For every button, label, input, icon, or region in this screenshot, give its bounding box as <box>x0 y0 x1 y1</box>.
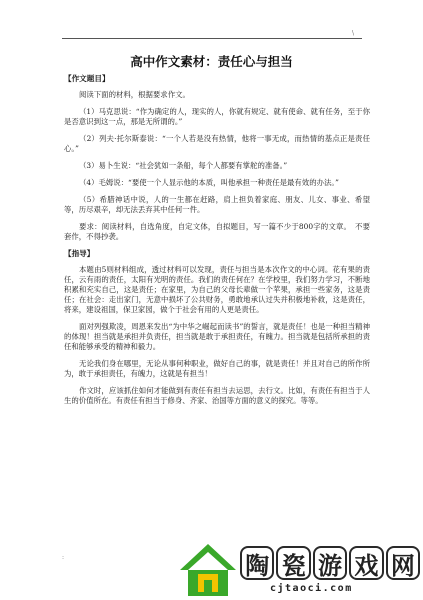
bottom-mark: : <box>62 554 65 561</box>
paragraph: 本题由5则材料组成，透过材料可以发现，责任与担当是本次作文的中心词。花有果的责任，云有雨的责任，太阳有光明的责任。我们的责任何在？在学校里，我们努力学习，不断地积累和充实自己，这是责任；在家里，为自己的父母长辈做一个苹果，承担一些家务，这是责任；在社会：走出家门，无意中损坏了公共财务，勇敢地承认过失并积极地补救，这是责任，将来，建设祖国，保卫家园，做个于社会有用的人更是责任。 <box>64 265 370 314</box>
paragraph: （5）希腊神话中说，人的一生都在赶路，肩上担负着家庭、朋友、儿女、事业、希望等，历尽艰辛，却无法丢弃其中任何一件。 <box>64 195 370 214</box>
document-body <box>64 74 370 413</box>
section-heading: 【指导】 <box>64 249 95 258</box>
paragraph: （4）毛姆说：“要使一个人显示他的本质，叫他承担一种责任是最有效的办法。” <box>79 178 339 187</box>
paragraph: （3）易卜生说：“社会犹如一条船，每个人都要有掌舵的准备。” <box>79 161 288 170</box>
paragraph: 阅读下面的材料，根据要求作文。 <box>79 90 190 99</box>
brand-char: 网 <box>386 546 420 580</box>
paragraph: （2）列夫·托尔斯泰说：“一个人若是没有热情，他将一事无成，而热情的基点正是责任心。” <box>64 134 370 153</box>
paragraph: 作文时，应该抓住如何才能做到有责任有担当去运思，去行文。比如，有责任有担当于人生的价值所在。有责任有担当于修身、齐家、治国等方面的意义的探究。等等。 <box>64 386 370 405</box>
section-heading: 【作文题目】 <box>64 74 110 83</box>
house-icon <box>178 542 238 598</box>
header-rule <box>62 38 362 39</box>
paragraph: 面对列强欺凌，周恩来发出“为中华之崛起而读书”的誓言，就是责任！也是一种担当精神的体现！担当就是承担并负责任，担当就是敢于承担责任，有魄力。担当就是包括所承担的责任和能够承受的精神和毅力。 <box>64 322 370 351</box>
site-logo <box>178 540 423 600</box>
brand-char: 瓷 <box>276 546 310 580</box>
brand-char: 陶 <box>240 546 274 580</box>
brand-domain: cjtaoci.com <box>270 583 353 594</box>
paragraph: 要求：阅读材料，自选角度，自定文体，自拟题目，写一篇不少于800字的文章。 不要套作，不得抄袭。 <box>64 222 370 241</box>
corner-mark: \ <box>352 30 355 37</box>
page-title: 高中作文素材：责任心与担当 <box>130 54 293 69</box>
paragraph: （1）马克思说：“作为确定的人，现实的人，你就有规定、就有使命、就有任务，至于你是否意识到这一点，那是无所谓的。” <box>64 107 370 126</box>
brand-name <box>240 546 420 580</box>
paragraph: 无论我们身在哪里，无论从事何种职业，做好自己的事，就是责任！并且对自己的所作所为，敢于承担责任，有魄力，这就是有担当！ <box>64 359 370 378</box>
brand-char: 游 <box>313 546 347 580</box>
brand-char: 戏 <box>349 546 383 580</box>
